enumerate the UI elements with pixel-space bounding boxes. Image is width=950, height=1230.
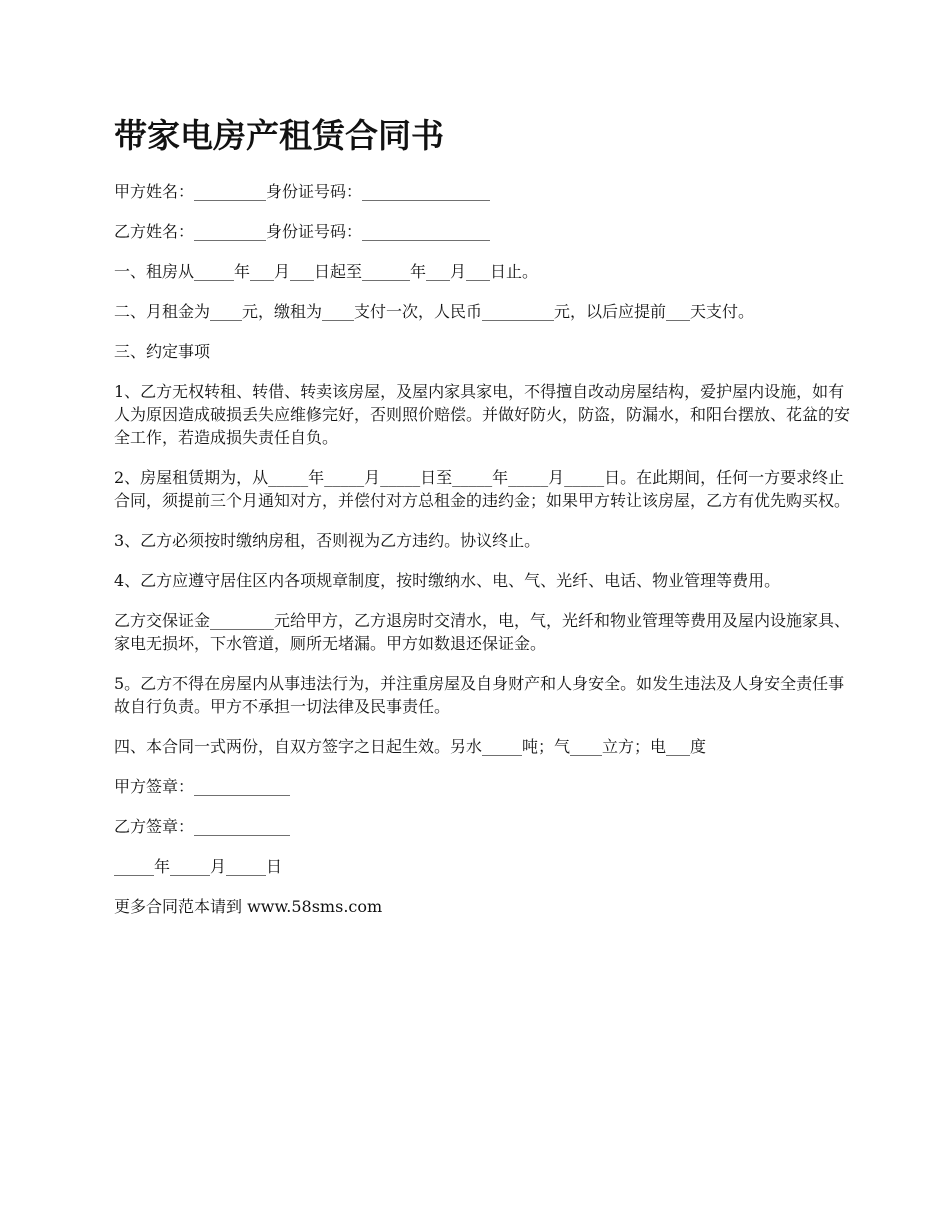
sign-date: _____年_____月_____日 xyxy=(114,857,283,876)
terms-heading: 三、约定事项 xyxy=(114,342,211,361)
rent-line: 二、月租金为____元，缴租为____支付一次，人民币_________元，以后应提前___天支付。 xyxy=(114,302,755,321)
party-a-signature: 甲方签章：____________ xyxy=(114,777,291,796)
page-title: 带家电房产租赁合同书 xyxy=(114,116,444,155)
contract-page xyxy=(114,112,859,935)
party-b-name-line: 乙方姓名：_________身份证号码：________________ xyxy=(114,222,491,241)
lease-period-line: 一、租房从_____年___月___日起至______年___月___日止。 xyxy=(114,262,539,281)
validity-clause: 四、本合同一式两份，自双方签字之日起生效。另水_____吨；气____立方；电___度 xyxy=(114,737,707,756)
footer-note: 更多合同范本请到 www.58sms.com xyxy=(114,897,383,916)
clause-1: 1、乙方无权转租、转借、转卖该房屋，及屋内家具家电，不得擅自改动房屋结构，爱护屋内设施，如有人为原因造成破损丢失应维修完好，否则照价赔偿。并做好防火，防盗，防漏水，和阳台摆放、花盆的安全工作，若造成损失责任自负。 xyxy=(114,382,851,447)
party-a-name-line: 甲方姓名：_________身份证号码：________________ xyxy=(114,182,491,201)
party-b-signature: 乙方签章：____________ xyxy=(114,817,291,836)
clause-4: 4、乙方应遵守居住区内各项规章制度，按时缴纳水、电、气、光纤、电话、物业管理等费用。 xyxy=(114,571,781,590)
clause-5: 5。乙方不得在房屋内从事违法行为，并注重房屋及自身财产和人身安全。如发生违法及人身安全责任事故自行负责。甲方不承担一切法律及民事责任。 xyxy=(114,674,845,716)
clause-2: 2、房屋租赁期为，从_____年_____月_____日至_____年_____月_____日。在此期间，任何一方要求终止合同，须提前三个月通知对方，并偿付对方总租金的违约金；如果甲方转让该房屋，乙方有优先购买权。 xyxy=(114,468,851,510)
deposit-clause: 乙方交保证金________元给甲方，乙方退房时交清水，电，气，光纤和物业管理等费用及屋内设施家具、家电无损坏，下水管道，厕所无堵漏。甲方如数退还保证金。 xyxy=(114,611,851,653)
clause-3: 3、乙方必须按时缴纳房租，否则视为乙方违约。协议终止。 xyxy=(114,531,541,550)
